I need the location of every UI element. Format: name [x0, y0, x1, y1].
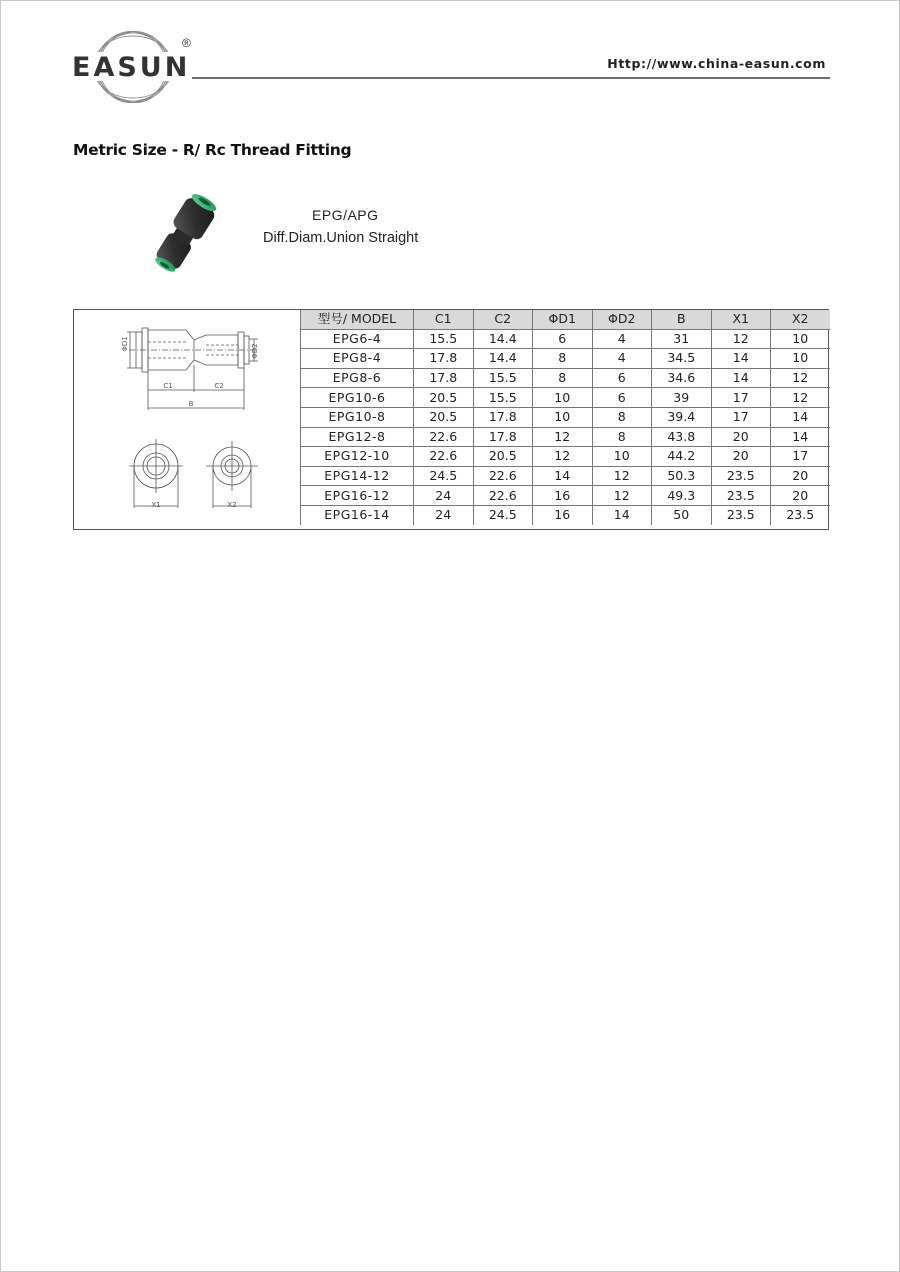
cell-c2: 14.4	[473, 329, 533, 349]
cell-d2: 4	[592, 329, 652, 349]
cell-c2: 14.4	[473, 349, 533, 369]
cell-b: 34.5	[652, 349, 712, 369]
cell-c2: 24.5	[473, 505, 533, 524]
technical-drawing	[74, 310, 300, 529]
cell-c1: 22.6	[414, 427, 474, 447]
cell-b: 50.3	[652, 466, 712, 486]
cell-x1: 12	[711, 329, 771, 349]
cell-x2: 12	[771, 368, 830, 388]
cell-model: EPG8-6	[301, 368, 414, 388]
cell-c1: 24	[414, 505, 474, 524]
label-d2: ΦD2	[251, 343, 259, 359]
cell-x2: 23.5	[771, 505, 830, 524]
cell-model: EPG12-10	[301, 447, 414, 467]
cell-b: 39	[652, 388, 712, 408]
cell-c2: 15.5	[473, 388, 533, 408]
col-header-c2: C2	[473, 310, 533, 329]
cell-d2: 10	[592, 447, 652, 467]
table-row	[301, 466, 830, 486]
cell-d1: 12	[533, 447, 593, 467]
cell-b: 50	[652, 505, 712, 524]
label-x1: X1	[151, 501, 161, 509]
page-title: Metric Size - R/ Rc Thread Fitting	[73, 141, 352, 159]
cell-d1: 8	[533, 368, 593, 388]
cell-model: EPG16-12	[301, 486, 414, 506]
cell-c1: 22.6	[414, 447, 474, 467]
cell-x1: 17	[711, 388, 771, 408]
cell-c1: 20.5	[414, 407, 474, 427]
cell-x2: 12	[771, 388, 830, 408]
cell-b: 43.8	[652, 427, 712, 447]
cell-model: EPG8-4	[301, 349, 414, 369]
col-header-model: 型号/ MODEL	[301, 310, 414, 329]
cell-c2: 17.8	[473, 407, 533, 427]
cell-d2: 8	[592, 407, 652, 427]
spec-table-wrap	[300, 310, 830, 525]
cell-model: EPG6-4	[301, 329, 414, 349]
table-row	[301, 388, 830, 408]
cell-x2: 14	[771, 427, 830, 447]
cell-d1: 8	[533, 349, 593, 369]
cell-c1: 24	[414, 486, 474, 506]
cell-c1: 17.8	[414, 349, 474, 369]
cell-x2: 20	[771, 466, 830, 486]
spec-table-body	[301, 329, 830, 524]
table-row	[301, 505, 830, 524]
cell-d1: 16	[533, 486, 593, 506]
cell-d2: 8	[592, 427, 652, 447]
cell-x1: 14	[711, 368, 771, 388]
website-url[interactable]: Http://www.china-easun.com	[607, 56, 826, 71]
table-row	[301, 368, 830, 388]
cell-x1: 14	[711, 349, 771, 369]
cell-x1: 20	[711, 447, 771, 467]
cell-d2: 6	[592, 388, 652, 408]
cell-d2: 14	[592, 505, 652, 524]
cell-model: EPG16-14	[301, 505, 414, 524]
fitting-photo-icon	[140, 185, 230, 280]
cell-x1: 17	[711, 407, 771, 427]
cell-x2: 20	[771, 486, 830, 506]
cell-c1: 17.8	[414, 368, 474, 388]
cell-c2: 15.5	[473, 368, 533, 388]
product-model: EPG/APG	[312, 207, 379, 223]
registered-mark: ®	[182, 36, 191, 50]
cell-c2: 22.6	[473, 466, 533, 486]
cell-c1: 24.5	[414, 466, 474, 486]
cell-d1: 16	[533, 505, 593, 524]
cell-x1: 23.5	[711, 486, 771, 506]
cell-model: EPG10-6	[301, 388, 414, 408]
cell-c2: 20.5	[473, 447, 533, 467]
cell-x2: 10	[771, 349, 830, 369]
col-header-c1: C1	[414, 310, 474, 329]
cell-b: 39.4	[652, 407, 712, 427]
cell-d2: 12	[592, 486, 652, 506]
cell-d1: 14	[533, 466, 593, 486]
col-header-x2: X2	[771, 310, 830, 329]
cell-d2: 4	[592, 349, 652, 369]
dimension-drawing-icon	[74, 310, 300, 529]
cell-x1: 23.5	[711, 505, 771, 524]
cell-d1: 12	[533, 427, 593, 447]
table-row	[301, 349, 830, 369]
cell-x1: 23.5	[711, 466, 771, 486]
cell-model: EPG14-12	[301, 466, 414, 486]
cell-c1: 15.5	[414, 329, 474, 349]
cell-b: 44.2	[652, 447, 712, 467]
product-description: Diff.Diam.Union Straight	[263, 230, 419, 246]
brand-logo	[70, 30, 200, 105]
col-header-x1: X1	[711, 310, 771, 329]
cell-x1: 20	[711, 427, 771, 447]
label-c1: C1	[163, 382, 173, 390]
cell-c2: 17.8	[473, 427, 533, 447]
cell-d1: 10	[533, 388, 593, 408]
cell-model: EPG10-8	[301, 407, 414, 427]
label-c2: C2	[214, 382, 224, 390]
col-header-d2: ΦD2	[592, 310, 652, 329]
col-header-d1: ΦD1	[533, 310, 593, 329]
label-d1: ΦD1	[121, 336, 129, 352]
table-row	[301, 407, 830, 427]
cell-d2: 6	[592, 368, 652, 388]
col-header-b: B	[652, 310, 712, 329]
cell-x2: 17	[771, 447, 830, 467]
header-rule	[192, 77, 830, 79]
cell-b: 49.3	[652, 486, 712, 506]
cell-x2: 10	[771, 329, 830, 349]
cell-c2: 22.6	[473, 486, 533, 506]
table-row	[301, 447, 830, 467]
table-header-row	[301, 310, 830, 329]
table-row	[301, 427, 830, 447]
table-row	[301, 486, 830, 506]
brand-name: EASUN	[72, 52, 191, 83]
table-row	[301, 329, 830, 349]
label-b: B	[188, 400, 194, 408]
cell-x2: 14	[771, 407, 830, 427]
label-x2: X2	[227, 501, 237, 509]
cell-d1: 6	[533, 329, 593, 349]
cell-c1: 20.5	[414, 388, 474, 408]
cell-d2: 12	[592, 466, 652, 486]
product-image	[140, 185, 230, 280]
cell-b: 34.6	[652, 368, 712, 388]
cell-d1: 10	[533, 407, 593, 427]
cell-b: 31	[652, 329, 712, 349]
cell-model: EPG12-8	[301, 427, 414, 447]
spec-table	[300, 310, 830, 525]
